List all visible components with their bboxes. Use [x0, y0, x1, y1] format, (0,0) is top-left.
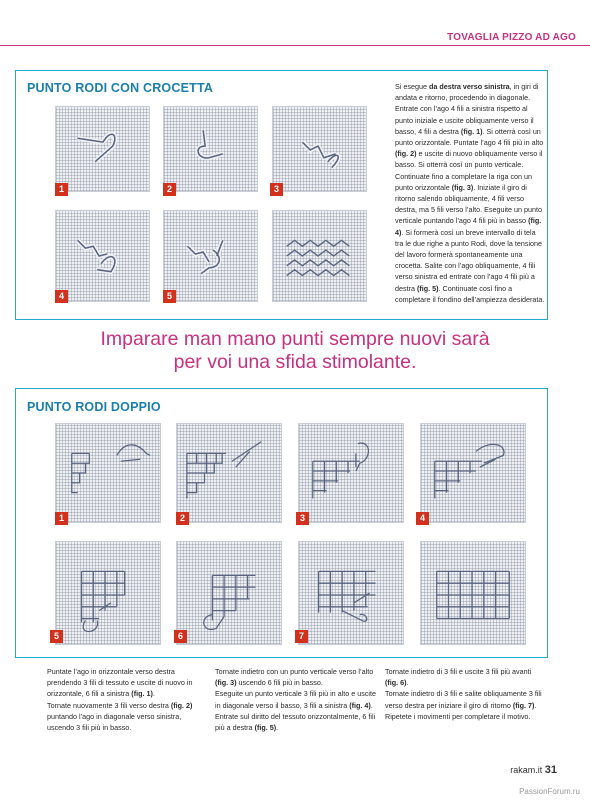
- pull-quote: [60, 328, 530, 374]
- doppio-figure-5-swatch: [55, 541, 161, 645]
- s2c2-fig4-ref: (fig. 4): [349, 700, 371, 710]
- doppio-figure-8-swatch: [420, 541, 526, 645]
- s1-text-1e: . Si otterrà così un punto orizzontale. Puntate l’ago 4 fili più in alto: [395, 126, 544, 148]
- figure-1-number: 1: [55, 183, 68, 196]
- s2c2-text-d: Eseguite un punto verticale 3 fili più in alto e uscite in diagonale verso il basso, 3 fili a sinistra: [215, 689, 377, 710]
- s2c3-text-g: Ripetete i movimenti per completare il motivo.: [385, 711, 531, 721]
- pull-quote-line-2: per voi una sfida stimolante.: [173, 351, 417, 373]
- s1-fig3-ref: (fig. 3): [451, 182, 474, 192]
- page-number: 31: [544, 764, 557, 776]
- page-header-title: TOVAGLIA PIZZO AD AGO: [447, 32, 576, 43]
- doppio-figure-6-swatch: [176, 541, 282, 645]
- doppio-figure-1-number: 1: [55, 512, 68, 525]
- s2c3-text-f: .: [534, 700, 537, 710]
- doppio-figure-4-swatch: [420, 423, 526, 523]
- figure-3-swatch: [272, 106, 367, 192]
- s2c1-text-f: puntando l’ago in diagonale verso sinistra, uscendo 3 fili più in basso.: [47, 711, 182, 733]
- s1-fig4-ref: (fig. 4): [395, 216, 542, 237]
- s1-fig1-ref: (fig. 1): [460, 126, 483, 136]
- s1-text-1a: Si esegue: [395, 82, 429, 91]
- s2c2-text-i: .: [276, 723, 279, 733]
- s1-text-2a: Continuate fino a completare la riga con un punto orizzontale: [395, 171, 533, 192]
- s2c3-text-a: Tornate indietro di 3 fili e uscite 3 fili più avanti: [385, 667, 532, 676]
- s1-text-1c: , in giri di andata e ritorno, procedendo in diagonale. Entrate con l’ago 4 fili a sinistra rispetto al punto iniziale e uscite obliquamente verso il basso, 4 fili a destra: [395, 82, 539, 136]
- doppio-figure-6-number: 6: [174, 630, 187, 643]
- doppio-figure-2-swatch: [176, 423, 282, 523]
- s2c2-text-f: .: [370, 700, 373, 710]
- s2c3-fig7-ref: (fig. 7): [512, 700, 535, 710]
- doppio-figure-5-number: 5: [50, 630, 63, 643]
- figure-4-swatch: [55, 210, 150, 302]
- footer-site: rakam.it: [510, 765, 543, 775]
- doppio-figure-2-number: 2: [176, 512, 189, 525]
- figure-6-swatch: [272, 210, 367, 302]
- doppio-figure-4-number: 4: [416, 512, 429, 525]
- section1-title: PUNTO RODI CON CROCETTA: [27, 81, 214, 95]
- figure-2-swatch: [163, 106, 258, 192]
- section1-instructions: [395, 81, 545, 305]
- s2c2-fig3-ref: (fig. 3): [215, 678, 237, 688]
- s1-fig5-ref: (fig. 5): [416, 283, 439, 293]
- s1-text-1g: e uscite di nuovo obliquamente verso il basso. Si otterrà così un punto verticale.: [395, 149, 543, 170]
- s1-text-2g: . Continuate così fino a completare il fondino dell’ampiezza desiderata.: [395, 283, 545, 304]
- doppio-figure-3-number: 3: [296, 512, 309, 525]
- figure-4-number: 4: [55, 290, 68, 303]
- pull-quote-line-1: Imparare man mano punti sempre nuovi sarà: [100, 328, 490, 350]
- s1-fig2-ref: (fig. 2): [395, 149, 417, 159]
- doppio-figure-1-swatch: [55, 423, 161, 523]
- s1-text-2e: . Si formerà così un breve intervallo di tela tra le due righe a punto Rodi, dove la tensione del lavoro formerà spontaneamente una crocetta. Salite con l’ago obliquamente, 4 fili verso sinistra ed entrate con l’ago 4 fili più a destra: [395, 227, 543, 293]
- section2-column-1: [47, 666, 207, 733]
- s2c1-text-d: Tornate nuovamente 3 fili verso destra: [47, 700, 171, 710]
- figure-2-number: 2: [163, 183, 176, 196]
- watermark: PassionForum.ru: [519, 787, 580, 796]
- section2-title: PUNTO RODI DOPPIO: [27, 400, 161, 414]
- s2c3-text-c: .: [406, 678, 409, 688]
- section2-column-3: [385, 666, 545, 722]
- doppio-figure-7-number: 7: [295, 630, 308, 643]
- section2-column-2: [215, 666, 377, 733]
- s2c3-text-d: Tornate indietro di 3 fili e salite obliquamente 3 fili verso destra per iniziare il giro di ritorno: [385, 689, 542, 710]
- s2c1-text-a: Puntate l’ago in orizzontale verso destra prendendo 3 fili di tessuto e uscite di nuovo in orizzontale, 6 fili a sinistra: [47, 667, 193, 699]
- header-rule: [0, 45, 590, 46]
- figure-5-swatch: [163, 210, 258, 302]
- s2c1-text-c: .: [152, 689, 155, 699]
- s2c2-text-a: Tornate indietro con un punto verticale verso l’alto: [215, 667, 374, 676]
- s2c1-fig2-ref: (fig. 2): [170, 700, 193, 710]
- doppio-figure-7-swatch: [298, 541, 404, 645]
- page-footer: [510, 764, 557, 776]
- s2c2-text-c: uscendo 6 fili più in basso.: [236, 678, 323, 688]
- s2c3-fig6-ref: (fig. 6): [385, 678, 407, 688]
- figure-5-number: 5: [163, 290, 176, 303]
- s2c2-text-g: Entrate sul diritto del tessuto orizzontalmente, 6 fili più a destra: [215, 711, 376, 733]
- s2c2-fig5-ref: (fig. 5): [254, 723, 277, 733]
- s1-text-1b: da destra verso sinistra: [428, 82, 510, 91]
- figure-3-number: 3: [270, 183, 283, 196]
- s1-text-2c: . Iniziate il giro di ritorno salendo obliquamente, 4 fili verso destra, ma 5 fili verso l’alto. Eseguite un punto verticale puntando l’ago 4 fili più in basso: [395, 182, 543, 226]
- figure-1-swatch: [55, 106, 150, 192]
- doppio-figure-3-swatch: [298, 423, 404, 523]
- s2c1-fig1-ref: (fig. 1): [131, 689, 153, 699]
